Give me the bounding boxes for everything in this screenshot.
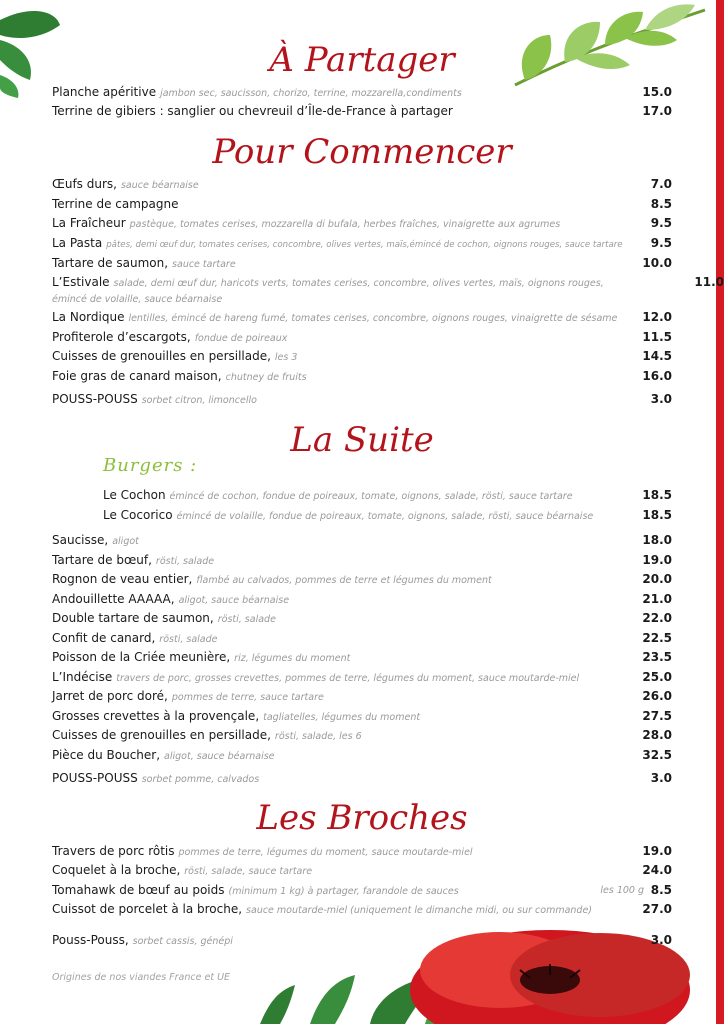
menu-item: [52, 85, 672, 101]
dish-description: sorbet pomme, calvados: [141, 774, 260, 785]
menu-item: [52, 902, 672, 918]
dish-price: 21.0: [642, 592, 672, 606]
dish-name: Andouillette AAAAA,: [52, 592, 175, 606]
dish-description: sorbet citron, limoncello: [141, 395, 257, 406]
dish-name: L’Indécise: [52, 670, 113, 684]
dish-name: Confit de canard,: [52, 631, 156, 645]
menu-item: [52, 631, 672, 647]
dish-name: Grosses crevettes à la provençale,: [52, 709, 260, 723]
menu-item: [52, 236, 672, 253]
dish-price: 11.5: [642, 330, 672, 344]
dish-name: Terrine de gibiers : sanglier ou chevreuil d’Île-de-France à partager: [52, 104, 453, 118]
dish-name: Tartare de bœuf,: [52, 553, 152, 567]
dish-name: Œufs durs,: [52, 177, 117, 191]
dish-name: La Nordique: [52, 310, 125, 324]
menu-item: [52, 611, 672, 627]
dish-price: 10.0: [642, 256, 672, 270]
dish-price: 9.5: [650, 216, 672, 230]
menu-item: [52, 197, 672, 213]
menu-item: [52, 883, 672, 899]
menu-item: [52, 177, 672, 193]
dish-description: sauce tartare: [172, 259, 236, 270]
dish-price: 27.5: [642, 709, 672, 723]
dish-name: Cuisses de grenouilles en persillade,: [52, 728, 271, 742]
dish-name: Pouss-Pouss,: [52, 933, 129, 947]
dish-price: 19.0: [642, 553, 672, 567]
dish-price: 18.5: [642, 508, 672, 522]
dish-price: 18.5: [642, 488, 672, 502]
dish-description: pastèque, tomates cerises, mozzarella di bufala, herbes fraîches, vinaigrette aux agrumes: [129, 219, 561, 230]
dish-name: Double tartare de saumon,: [52, 611, 214, 625]
dish-description: sorbet cassis, génépi: [132, 936, 233, 947]
dish-price: 25.0: [642, 670, 672, 684]
footer-note: Origines de nos viandes France et UE: [52, 972, 231, 983]
dish-name: Terrine de campagne: [52, 197, 179, 211]
dish-description: aligot, sauce béarnaise: [178, 595, 290, 606]
menu-item: [52, 670, 672, 686]
dish-description: rösti, salade: [217, 614, 276, 625]
dish-description: fondue de poireaux: [194, 333, 288, 344]
dish-name: Cuisses de grenouilles en persillade,: [52, 349, 271, 363]
dish-price: 28.0: [642, 728, 672, 742]
dish-name: Cuissot de porcelet à la broche,: [52, 902, 243, 916]
dish-price: 23.5: [642, 650, 672, 664]
dish-description: rösti, salade, sauce tartare: [184, 866, 313, 877]
dish-description: rösti, salade, les 6: [274, 731, 362, 742]
dish-price: 19.0: [642, 844, 672, 858]
dish-price: 22.0: [642, 611, 672, 625]
dish-description: émincé de cochon, fondue de poireaux, tomate, oignons, salade, rösti, sauce tartare: [169, 491, 573, 502]
menu-item: [52, 650, 672, 666]
dish-price: 27.0: [642, 902, 672, 916]
dish-price: 15.0: [642, 85, 672, 99]
dish-name: L’Estivale: [52, 275, 110, 289]
menu-item: [52, 748, 672, 764]
dish-price: 22.5: [642, 631, 672, 645]
dish-name: Coquelet à la broche,: [52, 863, 181, 877]
dish-description: riz, légumes du moment: [234, 653, 351, 664]
dish-description: jambon sec, saucisson, chorizo, terrine, mozzarella,condiments: [160, 88, 462, 99]
dish-name: Poisson de la Criée meunière,: [52, 650, 231, 664]
dish-description: flambé au calvados, pommes de terre et légumes du moment: [196, 575, 492, 586]
dish-price: 3.0: [650, 933, 672, 947]
dish-description: rösti, salade: [159, 634, 218, 645]
dish-price: 16.0: [642, 369, 672, 383]
price-unit: les 100 g: [600, 885, 644, 896]
dish-name: Planche apéritive: [52, 85, 157, 99]
dish-price: 3.0: [650, 771, 672, 785]
dish-name: Foie gras de canard maison,: [52, 369, 222, 383]
menu-item: [52, 533, 672, 549]
dish-description: aligot: [112, 536, 139, 547]
menu-item: [52, 553, 672, 569]
dish-name: La Pasta: [52, 236, 103, 250]
dish-name: Pièce du Boucher,: [52, 748, 161, 762]
dish-price: 9.5: [650, 236, 672, 250]
dish-description: chutney de fruits: [225, 372, 307, 383]
dish-name: Saucisse,: [52, 533, 109, 547]
dish-name: Profiterole d’escargots,: [52, 330, 191, 344]
menu-item: [52, 863, 672, 879]
dish-name: Le Cochon: [103, 488, 166, 502]
dish-name: La Fraîcheur: [52, 216, 126, 230]
dish-description: lentilles, émincé de hareng fumé, tomates cerises, concombre, oignons rouges, vinaigrette de sésame: [128, 313, 618, 324]
menu-item: [52, 572, 672, 588]
dish-name: Jarret de porc doré,: [52, 689, 168, 703]
dish-name: Tartare de saumon,: [52, 256, 169, 270]
menu-item: [52, 728, 672, 744]
menu-item: [52, 369, 672, 385]
dish-name: Travers de porc rôtis: [52, 844, 175, 858]
dish-description: les 3: [274, 352, 298, 363]
dish-price: 14.5: [642, 349, 672, 363]
dish-description: sauce moutarde-miel (uniquement le dimanche midi, ou sur commande): [246, 905, 593, 916]
dish-name: Tomahawk de bœuf au poids: [52, 883, 225, 897]
menu-item: [52, 349, 672, 365]
section-title-partager: À Partager: [269, 40, 455, 80]
dish-description: sauce béarnaise: [120, 180, 199, 191]
dish-price: 26.0: [642, 689, 672, 703]
section-title-commencer: Pour Commencer: [212, 132, 512, 172]
dish-description: aligot, sauce béarnaise: [164, 751, 275, 762]
dish-price: 24.0: [642, 863, 672, 877]
dish-description: pâtes, demi œuf dur, tomates cerises, concombre, olives vertes, maïs,émincé de cochon, oignons rouges, sauce tartare: [106, 240, 623, 250]
menu-item: [52, 689, 672, 705]
menu-item: [103, 508, 672, 524]
menu-item: [52, 275, 724, 307]
dish-price: 3.0: [650, 392, 672, 406]
dish-description: rösti, salade: [155, 556, 215, 567]
burgers-subtitle: Burgers :: [103, 455, 198, 476]
dish-price: 7.0: [650, 177, 672, 191]
dish-price: 8.5: [650, 197, 672, 211]
dish-description: émincé de volaille, fondue de poireaux, tomate, oignons, salade, rösti, sauce béarnaise: [176, 511, 594, 522]
dish-price: 17.0: [642, 104, 672, 118]
menu-item: [52, 216, 672, 232]
menu-item: [52, 310, 672, 326]
menu-item: [103, 488, 672, 504]
dish-description: pommes de terre, légumes du moment, sauce moutarde-miel: [178, 847, 473, 858]
menu-item: [52, 709, 672, 725]
dish-price: 11.0: [694, 275, 724, 289]
menu-item: [52, 592, 672, 608]
dish-price: 18.0: [642, 533, 672, 547]
dish-description: salade, demi œuf dur, haricots verts, tomates cerises, concombre, olives vertes, maïs, oignons rouges, émincé de volaille, sauce béarnaise: [52, 278, 604, 305]
menu-item: [52, 256, 672, 272]
dish-name: POUSS-POUSS: [52, 392, 138, 406]
menu-item: [52, 392, 672, 408]
dish-price: 20.0: [642, 572, 672, 586]
menu-item: [52, 844, 672, 860]
dish-price: 8.5: [650, 883, 672, 897]
dish-price: 12.0: [642, 310, 672, 324]
dish-price: 32.5: [642, 748, 672, 762]
menu-item: [52, 330, 672, 346]
dish-name: Le Cocorico: [103, 508, 173, 522]
dish-description: tagliatelles, légumes du moment: [263, 712, 421, 723]
dish-description: pommes de terre, sauce tartare: [171, 692, 324, 703]
dish-name: POUSS-POUSS: [52, 771, 138, 785]
section-title-broches: Les Broches: [256, 798, 468, 838]
menu-item: [52, 104, 672, 120]
dish-description: (minimum 1 kg) à partager, farandole de sauces: [228, 886, 459, 897]
dish-name: Rognon de veau entier,: [52, 572, 193, 586]
menu-item: [52, 933, 672, 949]
menu-item: [52, 771, 672, 787]
dish-description: travers de porc, grosses crevettes, pommes de terre, légumes du moment, sauce moutarde-miel: [116, 673, 580, 684]
section-title-suite: La Suite: [290, 420, 434, 460]
